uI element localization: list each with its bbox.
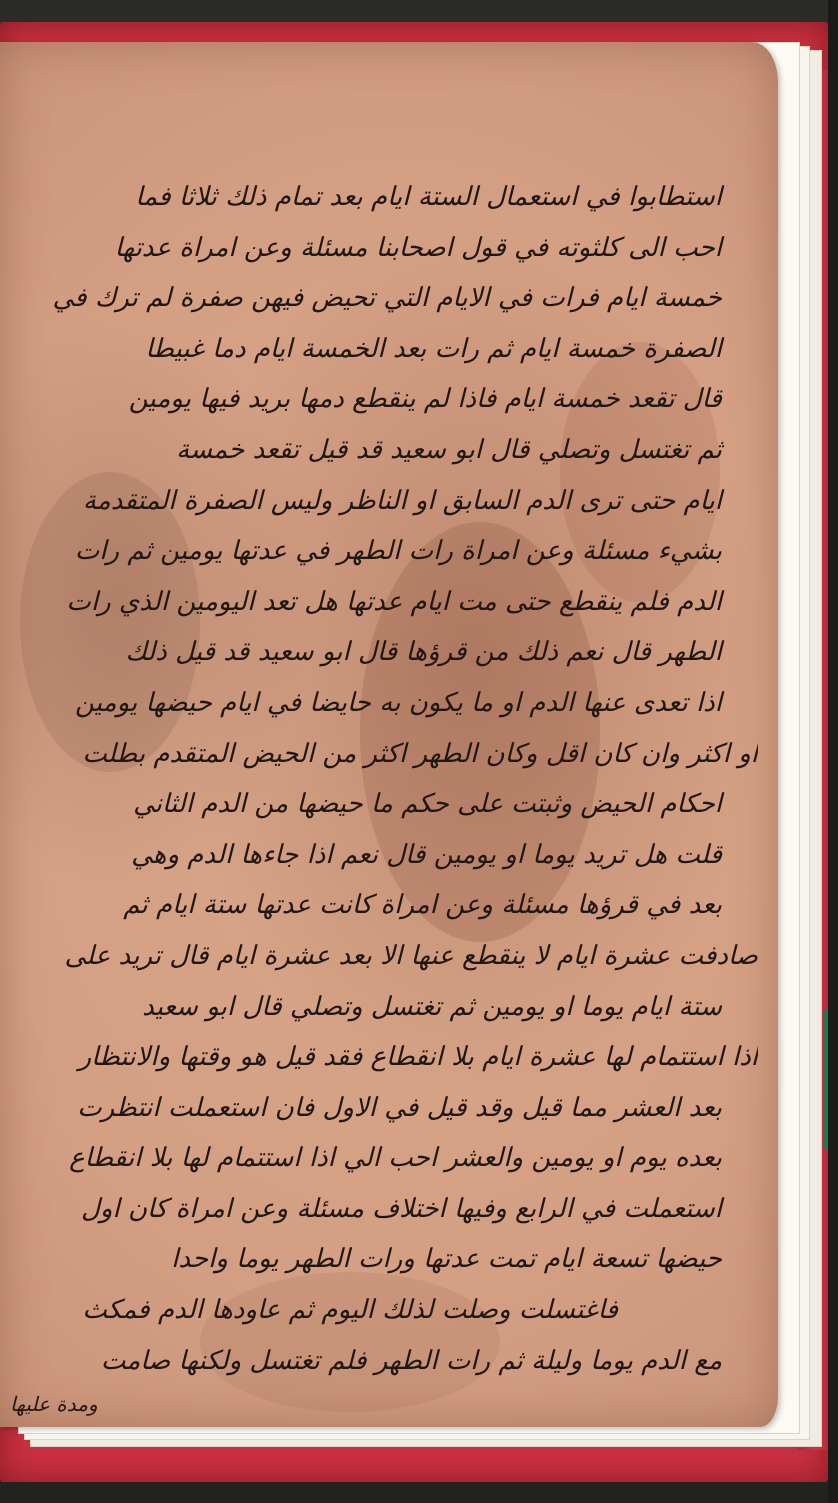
manuscript-line: استطابوا في استعمال الستة ايام بعد تمام ذلك ثلاثا فما [135,182,722,212]
manuscript-line: قلت هل تريد يوما او يومين قال نعم اذا جاءها الدم وهي [131,839,722,870]
manuscript-line: ايام حتى ترى الدم السابق او الناظر وليس الصفرة المتقدمة [82,485,722,516]
manuscript-line: حيضها تسعة ايام تمت عدتها ورات الطهر يوما واحدا [171,1244,722,1275]
manuscript-line: بعد في قرؤها مسئلة وعن امراة كانت عدتها ستة ايام ثم [123,890,722,921]
manuscript-line: او اكثر وان كان اقل وكان الطهر اكثر من الحيض المتقدم بطلت [82,738,758,769]
manuscript-line: قال تقعد خمسة ايام فاذا لم ينقطع دمها بريد فيها يومين [128,384,722,415]
manuscript-line: مع الدم يوما وليلة ثم رات الطهر فلم تغتسل ولكنها صامت [100,1345,722,1376]
manuscript-line: الصفرة خمسة ايام ثم رات بعد الخمسة ايام دما غبيطا [145,333,722,364]
dark-edge [828,0,838,1503]
manuscript-line: ستة ايام يوما او يومين ثم تغتسل وتصلي قال ابو سعيد [142,991,722,1022]
manuscript-line: احكام الحيض وثبتت على حكم ما حيضها من الدم الثاني [133,789,722,820]
manuscript-line: اذا استتمام لها عشرة ايام بلا انقطاع فقد قيل هو وقتها والانتظار [78,1042,758,1073]
manuscript-line: صادفت عشرة ايام لا ينقطع عنها الا بعد عشرة ايام قال تريد على [64,940,758,971]
manuscript-line: الطهر قال نعم ذلك من قرؤها قال ابو سعيد قد قيل ذلك [125,637,722,668]
manuscript-line: خمسة ايام فرات في الايام التي تحيض فيهن صفرة لم ترك في [52,283,722,314]
manuscript-line: احب الى كلثوته في قول اصحابنا مسئلة وعن امراة عدتها [114,232,722,263]
manuscript-line: بشيء مسئلة وعن امراة رات الطهر في عدتها يومين ثم رات [74,536,722,567]
manuscript-line: فاغتسلت وصلت لذلك اليوم ثم عاودها الدم فمكث [82,1295,618,1326]
manuscript-line: ثم تغتسل وتصلي قال ابو سعيد قد قيل تقعد خمسة [176,434,722,465]
margin-note: ومدة عليها [10,1392,98,1416]
manuscript-line: اذا تعدى عنها الدم او ما يكون به حايضا في ايام حيضها يومين [75,687,722,718]
manuscript-line: الدم فلم ينقطع حتى مت ايام عدتها هل تعد اليومين الذي رات [66,586,722,617]
manuscript-line: بعده يوم او يومين والعشر احب الي اذا استتمام لها بلا انقطاع [69,1143,722,1174]
manuscript-text [6,172,758,1386]
manuscript-page [0,42,778,1427]
manuscript-line: بعد العشر مما قيل وقد قيل في الاول فان استعملت انتظرت [77,1092,722,1123]
manuscript-line: استعملت في الرابع وفيها اختلاف مسئلة وعن امراة كان اول [81,1193,722,1224]
